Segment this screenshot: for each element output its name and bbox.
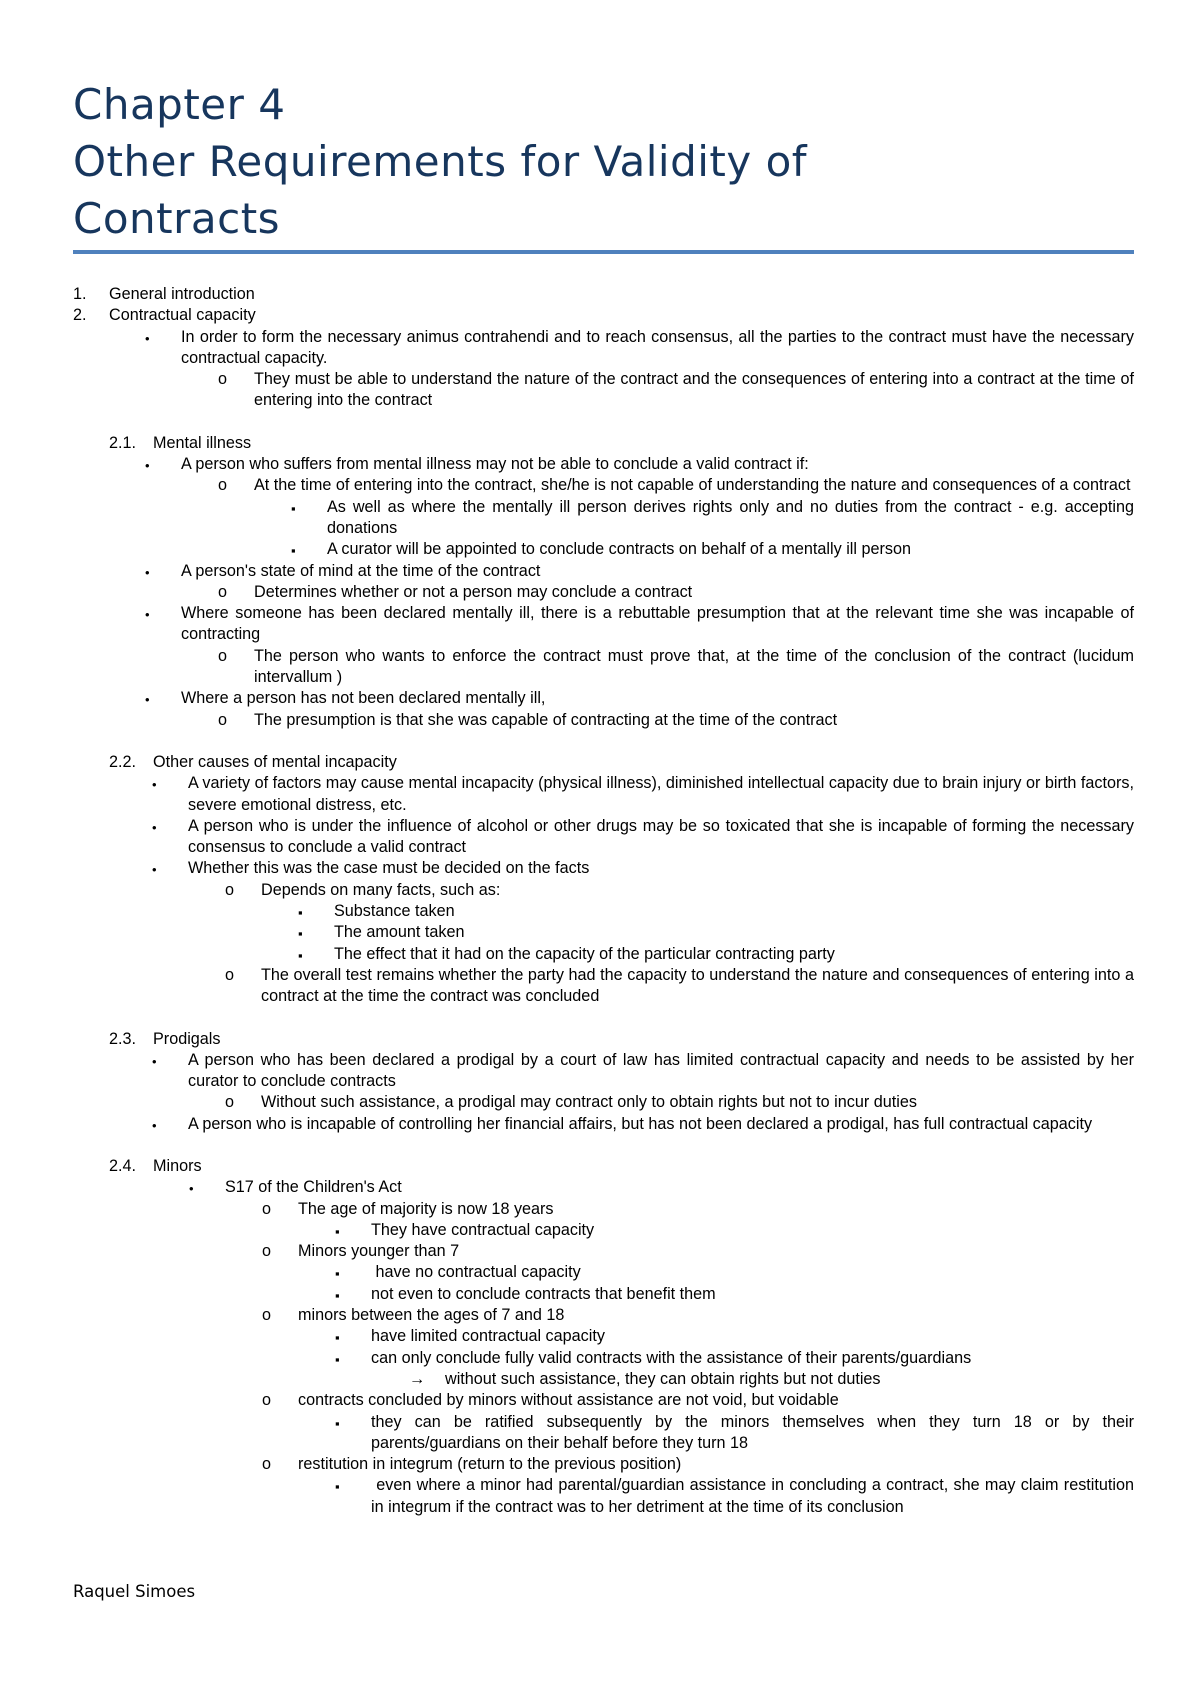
list-item: [73, 965, 1139, 1008]
list-item: [73, 1050, 1139, 1093]
list-marker: o: [225, 1093, 235, 1112]
list-item-text: The overall test remains whether the party had the capacity to understand the nature and consequences of entering into a contract at the time the contract was concluded: [261, 965, 1139, 1006]
list-marker: •: [145, 458, 150, 474]
list-marker: •: [152, 819, 157, 835]
list-item: [73, 327, 1139, 370]
list-item: [73, 475, 1134, 496]
list-item-text: The presumption is that she was capable of contracting at the time of the contract: [254, 710, 838, 729]
list-item-text: As well as where the mentally ill person derives rights only and no duties from the contract - e.g. accepting donations: [327, 497, 1139, 537]
list-marker: •: [152, 1117, 157, 1133]
list-item-text: restitution in integrum (return to the previous position): [298, 1455, 682, 1474]
list-marker: ▪: [298, 926, 303, 942]
list-item: [73, 454, 1134, 475]
list-item-text: minors between the ages of 7 and 18: [298, 1306, 565, 1325]
list-item-text: Other causes of mental incapacity: [153, 752, 397, 771]
list-item-text: They must be able to understand the nature of the contract and the consequences of entering into a contract at the time of entering into the contract: [254, 370, 1139, 410]
list-item-text: have no contractual capacity: [371, 1263, 581, 1282]
list-marker: o: [218, 710, 228, 729]
list-item-text: Minors: [153, 1156, 202, 1175]
list-marker: ▪: [298, 947, 303, 963]
list-item: [73, 1390, 1134, 1411]
list-marker: o: [262, 1242, 272, 1261]
list-item-text: Minors younger than 7: [298, 1242, 460, 1261]
list-marker: •: [145, 692, 150, 708]
list-item-text: The person who wants to enforce the contract must prove that, at the time of the conclusion of the contract (lucidum intervallum ): [254, 646, 1139, 687]
list-item: [73, 497, 1139, 540]
list-item-text: Prodigals: [153, 1029, 221, 1048]
list-item-text: The effect that it had on the capacity of the particular contracting party: [334, 944, 835, 963]
list-item: [73, 646, 1139, 689]
list-item: [73, 1177, 1134, 1198]
list-item: [73, 752, 1134, 773]
list-item-text: General introduction: [109, 285, 255, 303]
list-marker: ▪: [291, 543, 296, 559]
list-marker: o: [262, 1455, 272, 1474]
list-marker: ▪: [291, 500, 296, 516]
list-item: [73, 922, 1134, 943]
list-marker: ▪: [335, 1266, 340, 1282]
list-marker: 2.2.: [109, 752, 137, 771]
list-marker: ▪: [298, 905, 303, 921]
list-marker: ▪: [335, 1479, 340, 1495]
list-marker: •: [145, 330, 150, 346]
list-item: [73, 1156, 1134, 1177]
list-item-text: In order to form the necessary animus contrahendi and to reach consensus, all the parties to the contract must have the necessary contractual capacity.: [181, 327, 1139, 367]
list-item-text: A person who is under the influence of alcohol or other drugs may be so toxicated that she is incapable of forming the necessary consensus to conclude a valid contract: [188, 816, 1139, 857]
footer-author: Raquel Simoes: [73, 1582, 196, 1601]
list-item: [73, 539, 1134, 560]
list-item: [73, 1454, 1134, 1475]
list-marker: o: [218, 476, 228, 495]
list-marker: ▪: [335, 1287, 340, 1303]
list-item-text: Substance taken: [334, 902, 455, 921]
list-item-text: Where someone has been declared mentally ill, there is a rebuttable presumption that at the relevant time she was incapable of contracting: [181, 604, 1139, 644]
list-item: [73, 1326, 1134, 1347]
list-item: [73, 1369, 1134, 1390]
list-item-text: A person who is incapable of controlling her financial affairs, but has not been declared a prodigal, has full contractual capacity: [188, 1114, 1093, 1133]
title-line-3: Contracts: [73, 194, 281, 243]
list-item: [73, 1241, 1134, 1262]
list-item: [73, 433, 1134, 454]
paragraph-spacer: [73, 731, 1134, 752]
list-item-text: can only conclude fully valid contracts with the assistance of their parents/guardians: [371, 1348, 972, 1367]
list-item: [73, 1220, 1134, 1241]
list-item-text: Whether this was the case must be decided on the facts: [188, 859, 590, 878]
list-item-text: Where a person has not been declared mentally ill,: [181, 689, 546, 708]
list-item-text: A variety of factors may cause mental incapacity (physical illness), diminished intellectual capacity due to brain injury or birth factors, severe emotional distress, etc.: [188, 774, 1139, 814]
list-marker: •: [152, 1053, 157, 1069]
list-marker: o: [218, 370, 228, 389]
list-item-text: not even to conclude contracts that benefit them: [371, 1284, 716, 1303]
list-item-text: without such assistance, they can obtain rights but not duties: [445, 1369, 881, 1388]
list-item-text: The age of majority is now 18 years: [298, 1199, 554, 1218]
list-item: [73, 1262, 1134, 1283]
list-marker: 2.4.: [109, 1156, 137, 1175]
list-item-text: At the time of entering into the contract, she/he is not capable of understanding the nature and consequences of a contract: [254, 476, 1131, 495]
list-item: [73, 1284, 1134, 1305]
list-item-text: contracts concluded by minors without assistance are not void, but voidable: [298, 1391, 839, 1410]
list-item-text: A person's state of mind at the time of the contract: [181, 561, 541, 580]
list-item: [73, 369, 1139, 412]
list-marker: ▪: [335, 1351, 340, 1367]
list-marker: o: [225, 880, 235, 899]
list-marker: 2.3.: [109, 1029, 137, 1048]
list-item: [73, 858, 1134, 879]
list-item: [73, 944, 1134, 965]
list-item: [73, 1092, 1134, 1113]
list-marker: 2.1.: [109, 433, 137, 452]
list-item-text: they can be ratified subsequently by the minors themselves when they turn 18 or by their parents/guardians on their behalf before they turn 18: [371, 1412, 1139, 1452]
list-marker: ▪: [335, 1223, 340, 1239]
paragraph-spacer: [73, 1008, 1134, 1029]
list-item-text: A person who has been declared a prodigal by a court of law has limited contractual capacity and needs to be assisted by her curator to conclude contracts: [188, 1050, 1139, 1091]
list-marker: 2.: [73, 306, 87, 325]
list-marker: o: [218, 646, 228, 665]
list-marker: •: [189, 1181, 194, 1197]
list-item: [73, 901, 1134, 922]
list-item: [73, 305, 1134, 326]
document-title: [73, 76, 1133, 247]
title-underline: [73, 250, 1134, 254]
list-marker: ▪: [335, 1330, 340, 1346]
paragraph-spacer: [73, 1135, 1134, 1156]
title-line-1: Chapter 4: [73, 80, 286, 129]
list-marker: →: [409, 1369, 426, 1388]
list-item: [73, 880, 1134, 901]
list-item-text: have limited contractual capacity: [371, 1327, 605, 1346]
list-item: [73, 1199, 1134, 1220]
list-item: [73, 582, 1134, 603]
list-item-text: The amount taken: [334, 923, 465, 942]
paragraph-spacer: [73, 412, 1134, 433]
list-item-text: A person who suffers from mental illness may not be able to conclude a valid contract if:: [181, 455, 809, 474]
list-marker: •: [145, 607, 150, 623]
list-marker: o: [262, 1199, 272, 1218]
list-marker: ▪: [335, 1415, 340, 1431]
list-item: [73, 284, 1134, 305]
list-item-text: They have contractual capacity: [371, 1220, 595, 1239]
list-item: [73, 816, 1139, 859]
list-item-text: Without such assistance, a prodigal may contract only to obtain rights but not to incur duties: [261, 1093, 917, 1112]
document-body: [73, 284, 1139, 1518]
list-item-text: Contractual capacity: [109, 306, 256, 325]
list-item: [73, 603, 1139, 646]
title-line-2: Other Requirements for Validity of: [73, 137, 808, 186]
list-item: [73, 1412, 1139, 1455]
list-item: [73, 688, 1134, 709]
list-item-text: Determines whether or not a person may conclude a contract: [254, 582, 693, 601]
list-item-text: S17 of the Children's Act: [225, 1178, 402, 1197]
list-item-text: Mental illness: [153, 433, 252, 452]
list-item: [73, 1029, 1134, 1050]
list-item-text: Depends on many facts, such as:: [261, 880, 501, 899]
list-item: [73, 1305, 1134, 1326]
list-marker: •: [145, 564, 150, 580]
list-item: [73, 1114, 1134, 1135]
list-item: [73, 561, 1134, 582]
list-marker: •: [152, 777, 157, 793]
list-item: [73, 710, 1134, 731]
list-marker: o: [218, 582, 228, 601]
list-marker: 1.: [73, 285, 87, 303]
list-item-text: A curator will be appointed to conclude contracts on behalf of a mentally ill person: [327, 540, 911, 559]
list-marker: o: [262, 1391, 272, 1410]
list-item-text: even where a minor had parental/guardian assistance in concluding a contract, she may claim restitution in integrum if the contract was to her detriment at the time of its conclusion: [371, 1476, 1139, 1516]
list-item: [73, 1348, 1134, 1369]
list-item: [73, 1475, 1139, 1518]
list-marker: o: [225, 965, 235, 984]
list-marker: •: [152, 862, 157, 878]
list-item: [73, 773, 1139, 816]
list-marker: o: [262, 1306, 272, 1325]
